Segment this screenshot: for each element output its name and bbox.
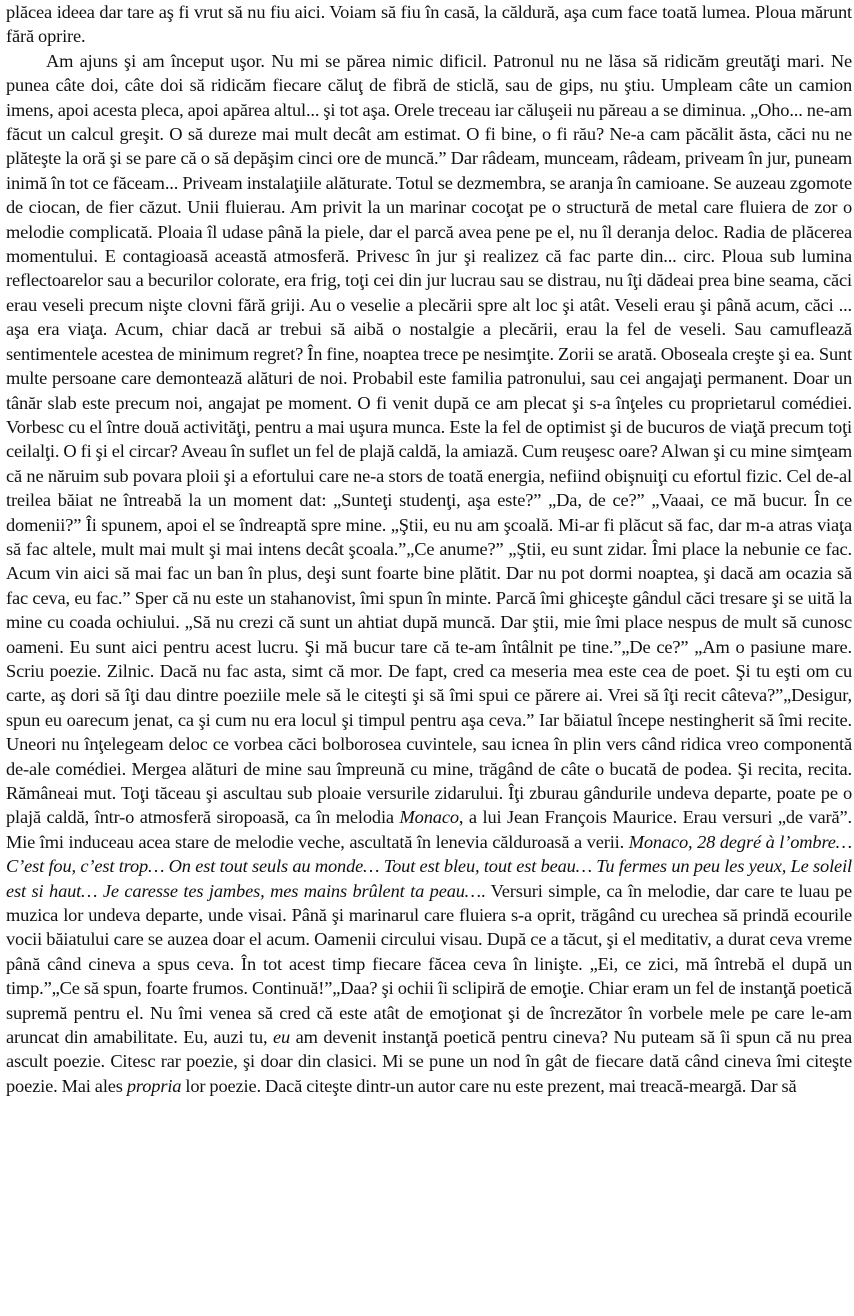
song-title-monaco: Monaco [399, 807, 459, 828]
paragraph-2-text: . Versuri simple, ca în melodie, dar care te luau pe muzica lor undeva departe, unde visai. Până şi marinarul care fluiera s-a oprit, trăgând cu urechea să prindă ecourile vocii băiatului care se auzea doar el acum. Oamenii circului visau. După ce a tăcut, şi el meditativ, a durat ceva vreme până când cineva a spus ceva. În tot acest timp fiecare făcea ceva în linişte. „Ei, ce zici, mă întrebă el după un timp.”„Ce să spun, foarte frumos. Continuă!”„Daa? şi ochii îi sclipiră de emoţie. Chiar eram un fel de instanţă poetică supremă pentru el. Nu îmi venea să cred că este atât de emoţionat şi de încrezător în vorbele mele pe care le-am aruncat din amabilitate. Eu, auzi tu, [6, 880, 852, 1048]
emphasis-eu: eu [273, 1027, 291, 1048]
document-page [6, 0, 852, 1098]
paragraph-2-text: , a lui Jean François Maurice. Erau versuri „de vară”. Mie îmi induceau acea stare de melodie veche, ascultată în lenevia călduroasă a verii. [6, 807, 852, 852]
paragraph-2-text: lor poezie. Dacă citeşte dintr-un autor care nu este prezent, mai treacă-meargă. Dar să [181, 1075, 797, 1096]
paragraph-2-text: Am ajuns şi am început uşor. Nu mi se părea nimic dificil. Patronul nu ne lăsa să ridicăm greutăţi mari. Ne punea câte doi, câte doi să ridicăm fiecare căluţ de fibră de sticlă, sau de gips, nu ştiu. Umpleam câte un camion imens, apoi acesta pleca, apoi apărea altul... şi tot aşa. Orele treceau iar căluşeii nu păreau a se diminua. „Oho... ne-am făcut un calcul greşit. O să dureze mai mult decât am estimat. O fi bine, o fi rău? Ne-a cam păcălit ăsta, căci nu ne plăteşte la oră şi se pare că o să depăşim cinci ore de muncă.” Dar râdeam, munceam, râdeam, priveam în jur, puneam inimă în tot ce făceam... Priveam instalaţiile alăturate. Totul se dezmembra, se aranja în camioane. Se auzeau zgomote de ciocan, de fier căzut. Unii fluierau. Am privit la un marinar cocoţat pe o structură de metal care fluiera de zor o melodie complicată. Ploaia îl udase până la piele, dar el parcă avea pene pe el, nu îl deranja deloc. Radia de plăcerea momentului. E contagioasă această atmosferă. Privesc în jur şi realizez că fac parte din... circ. Ploua sub lumina reflectoarelor sau a becurilor colorate, era frig, toţi cei din jur lucrau sau se distrau, nu îţi dădeai prea bine seama, căci erau veseli precum nişte clovni fără griji. Au o veselie a plecării spre alt loc şi atât. Veseli erau şi până acum, căci ... aşa era viaţa. Acum, chiar dacă ar trebui să aibă o nostalgie a plecării, erau la fel de veseli. Sau camuflează sentimentele acestea de minimum regret? În fine, noaptea trece pe nesimţite. Zorii se arată. Oboseala creşte şi ea. Sunt multe persoane care demontează alături de noi. Probabil este familia patronului, sau cei angajaţi permanent. Doar un tânăr slab este precum noi, angajat pe moment. O fi venit după ce am plecat şi s-a înţeles cu proprietarul comédiei. Vorbesc cu el între două activităţi, pentru a mai uşura munca. Este la fel de optimist şi de bucuros de viaţă precum toţi ceilalţi. O fi şi el circar? Aveau în suflet un fel de plajă caldă, la amiază. Cum reuşesc oare? Alwan şi cu mine simţeam că ne năruim sub povara ploii şi a efortului care ne-a stors de toată energia, nefiind obişnuiţi cu efortul fizic. Cel de-al treilea băiat ne întreabă la un moment dat: „Sunteţi studenţi, aşa este?” „Da, de ce?” „Vaaai, ce mă bucur. În ce domenii?” Îi spunem, apoi el se îndreaptă spre mine. „Ştii, eu nu am şcoală. Mi-ar fi plăcut să fac, dar m-a atras viaţa să fac altele, mult mai mult şi mai intens decât şcoala.”„Ce anume?” „Ştii, eu sunt zidar. Îmi place la nebunie ce fac. Acum vin aici să mai fac un ban în plus, deşi sunt foarte bine plătit. Dar nu pot dormi noaptea, şi dacă am ocazia să fac ceva, eu fac.” Sper că nu este un stahanovist, îmi spun în minte. Parcă îmi ghiceşte gândul căci tresare şi se uită la mine cu coada ochiului. „Să nu crezi că sunt un ahtiat după muncă. Dar ştii, mie îmi place nespus de mult să cunosc oameni. Eu sunt aici pentru acest lucru. Şi mă bucur tare că te-am întâlnit pe tine.”„De ce?” „Am o pasiune mare. Scriu poezie. Zilnic. Dacă nu fac asta, simt că mor. De fapt, cred ca meseria mea este cea de poet. Şi tu eşti om cu carte, aş dori să îţi dau dintre poeziile mele să le citeşti şi să îmi spui ce părere ai. Vrei să îţi recit câteva?”„Desigur, spun eu oarecum jenat, ca şi cum nu era locul şi timpul pentru aşa ceva.” Iar băiatul începe nestingherit să îmi recite. Uneori nu înţelegeam deloc ce vorbea căci bolborosea cuvintele, sau icnea în plin vers când ridica vreo componentă de-ale comédiei. Mergea alături de mine sau împreună cu mine, trăgând de câte o bucată de podea. Şi recita, recita. Rămâneai mut. Toţi tăceau şi ascultau sub ploaie versurile zidarului. Îţi zburau gândurile undeva departe, poate pe o plajă caldă, într-o atmosferă siropoasă, ca în melodia [6, 50, 852, 828]
paragraph-2-text: am devenit instanţă poetică pentru cineva? Nu puteam să îi spun că nu prea ascult poezie. Citesc rar poezie, şi doar din clasici. Mi se pune un nod în gât de fiecare dată când cineva îmi citeşte poezie. Mai ales [6, 1027, 852, 1096]
song-lyrics-quote: Monaco, 28 degré à l’ombre… C’est fou, c’est trop… On est tout seuls au monde… Tout est bleu, tout est beau… Tu fermes un peu les yeux, Le soleil est si haut… Je caresse tes jambes, mes mains brûlent ta peau… [6, 831, 852, 901]
paragraph-1-text: plăcea ideea dar tare aş fi vrut să nu fiu aici. Voiam să fiu în casă, la căldură, aşa cum face toată lumea. Ploua mărunt fără oprire. [6, 2, 852, 47]
paragraph-1 [6, 0, 852, 49]
emphasis-propria: propria [126, 1075, 182, 1096]
paragraph-2 [6, 49, 852, 1098]
